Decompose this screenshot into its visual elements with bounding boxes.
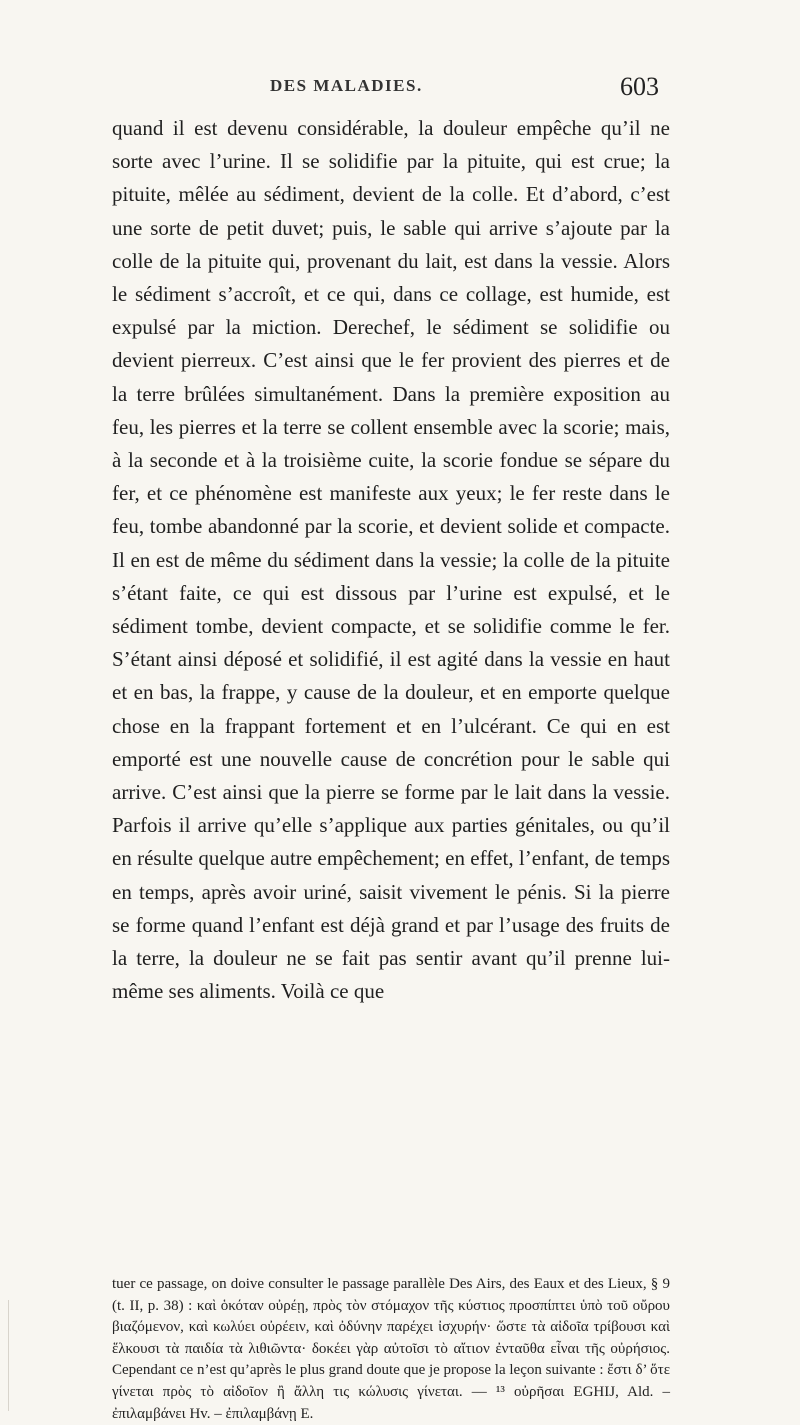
- main-paragraph: quand il est devenu considérable, la douleur empêche qu’il ne sorte avec l’urine. Il se solidifie par la pituite, qui est crue; la pituite, mêlée au sédiment, devient de la colle. Et d’abord, c’est une sorte de petit duvet; puis, le sable qui arrive s’ajoute par la colle de la pituite qui, provenant du lait, est dans la vessie. Alors le sédiment s’accroît, et ce qui, dans ce collage, est humide, est expulsé par la miction. Derechef, le sédiment se solidifie ou devient pierreux. C’est ainsi que le fer provient des pierres et de la terre brûlées simultanément. Dans la première exposition au feu, les pierres et la terre se collent ensemble avec la scorie; mais, à la seconde et à la troisième cuite, la scorie fondue se sépare du fer, et ce phénomène est manifeste aux yeux; le fer reste dans le feu, tombe abandonné par la scorie, et devient solide et compacte. Il en est de même du sédiment dans la vessie; la colle de la pituite s’étant faite, ce qui est dissous par l’urine est expulsé, et le sédiment tombe, devient compacte, et se solidifie comme le fer. S’étant ainsi déposé et solidifié, il est agité dans la vessie en haut et en bas, la frappe, y cause de la douleur, et en emporte quelque chose en la frappant fortement et en l’ulcérant. Ce qui en est emporté est une nouvelle cause de concrétion pour le sable qui arrive. C’est ainsi que la pierre se forme par le lait dans la vessie. Parfois il arrive qu’elle s’applique aux parties génitales, ou qu’il en résulte quelque autre empêchement; en effet, l’enfant, de temps en temps, après avoir uriné, saisit vivement le pénis. Si la pierre se forme quand l’enfant est déjà grand et par l’usage des fruits de la terre, la douleur ne se fait pas sentir avant qu’il prenne lui-même ses aliments. Voilà ce que: [112, 116, 670, 1004]
- footnote: tuer ce passage, on doive consulter le passage parallèle Des Airs, des Eaux et des Lieux, § 9 (t. II, p. 38) : καὶ ὁκόταν οὐρέῃ, πρὸς τὸν στόμαχον τῆς κύστιος προσπίπτει ὑπὸ τοῦ οὔρου βιαζόμενον, καὶ κωλύει οὐρέειν, καὶ ὀδύνην παρέχει ἰσχυρήν· ὥστε τὰ αἰδοῖα τρίβουσι καὶ ἕλκουσι τὰ παιδία τὰ λιθιῶντα· δοκέει γὰρ αὐτοῖσι τὸ αἴτιον ἐνταῦθα εἶναι τῆς οὐρήσιος. Cependant ce n’est qu’après le plus grand doute que je propose la leçon suivante : ἔστι δ’ ὅτε γίνεται πρὸς τὸ αἰδοῖον ἢ ἄλλη τις κώλυσις γίνεται. — ¹³ οὐρῆσαι EGHIJ, Ald. – ἐπιλαμβάνει Hv. – ἐπιλαμβάνῃ E.: [112, 1276, 670, 1422]
- page-edge-rule: [8, 1300, 9, 1411]
- running-title: DES MALADIES.: [270, 76, 423, 95]
- running-head: [0, 72, 800, 106]
- page-number: 603: [620, 72, 659, 101]
